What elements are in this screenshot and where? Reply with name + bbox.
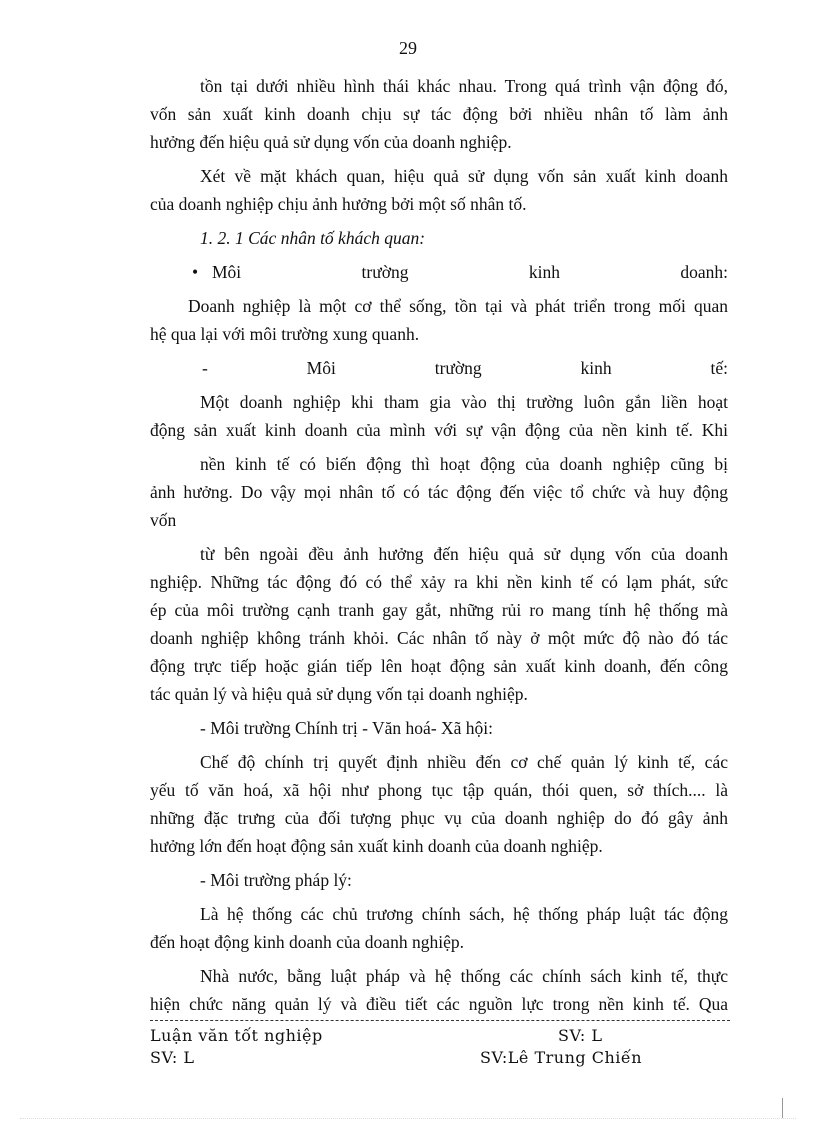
footer-row-2 (150, 1048, 730, 1067)
footer-student-short: SV: L (558, 1026, 603, 1045)
bullet-word: doanh: (680, 262, 728, 282)
bullet-word: Môi (212, 262, 242, 282)
paragraph-line: những đặc trưng của đối tượng phục vụ của doanh nghiệp do đó gây ảnh (150, 808, 728, 828)
paragraph-line: nghiệp. Những tác động đó có thể xảy ra khi nền kinh tế có lạm phát, sức (150, 572, 728, 592)
paragraph-line: vốn (150, 510, 177, 530)
paragraph-line: doanh nghiệp không tránh khỏi. Các nhân tố này ở một mức độ nào đó tác (150, 628, 728, 648)
bullet-icon: • (192, 262, 199, 282)
paragraph-line: hiện chức năng quản lý và điều tiết các nguồn lực trong nền kinh tế. Qua (150, 994, 728, 1014)
paragraph-line: động sản xuất kinh doanh của mình với sự vận động của nền kinh tế. Khi (150, 420, 728, 440)
paragraph-line: Xét về mặt khách quan, hiệu quả sử dụng vốn sản xuất kinh doanh (200, 166, 728, 186)
section-heading: 1. 2. 1 Các nhân tố khách quan: (200, 228, 426, 248)
paragraph-line: Chế độ chính trị quyết định nhiều đến cơ chế quản lý kinh tế, các (200, 752, 728, 772)
paragraph-line: từ bên ngoài đều ảnh hưởng đến hiệu quả sử dụng vốn của doanh (200, 544, 728, 564)
footer-student-short-2: SV: L (150, 1048, 195, 1067)
paragraph-line: hưởng đến hiệu quả sử dụng vốn của doanh nghiệp. (150, 132, 512, 152)
bullet-word: trường (361, 262, 409, 282)
bullet-word: kinh (528, 262, 560, 282)
paragraph-line: ảnh hưởng. Do vậy mọi nhân tố có tác động đến việc tổ chức và huy động (150, 482, 728, 502)
paragraph-line: hệ qua lại với môi trường xung quanh. (150, 324, 420, 344)
dash-word: - (202, 358, 208, 378)
footer-thesis-label: Luận văn tốt nghiệp (150, 1026, 323, 1045)
dash-heading (150, 354, 728, 382)
footer-row-1 (150, 1026, 730, 1045)
paragraph-line: tồn tại dưới nhiều hình thái khác nhau. Trong quá trình vận động đó, (200, 76, 728, 96)
paragraph-line: động trực tiếp hoặc gián tiếp lên hoạt động sản xuất kinh doanh, đến công (150, 656, 728, 676)
page-corner-mark (782, 1098, 783, 1118)
paragraph-line: Là hệ thống các chủ trương chính sách, hệ thống pháp luật tác động (200, 904, 728, 924)
footer-divider (150, 1020, 730, 1021)
page-number: 29 (399, 38, 417, 58)
dash-word: Môi (306, 358, 336, 378)
subsection-heading: - Môi trường Chính trị - Văn hoá- Xã hội: (200, 718, 494, 738)
subsection-heading: - Môi trường pháp lý: (200, 870, 352, 890)
paragraph-line: của doanh nghiệp chịu ảnh hưởng bởi một số nhân tố. (150, 194, 527, 214)
paragraph-line: Nhà nước, bằng luật pháp và hệ thống các chính sách kinh tế, thực (200, 966, 728, 986)
dash-word: kinh (580, 358, 612, 378)
page-bottom-border (20, 1118, 796, 1119)
bullet-heading (150, 258, 728, 286)
body-text (150, 72, 728, 1018)
paragraph-line: ép của môi trường cạnh tranh gay gắt, những rủi ro mang tính hệ thống mà (150, 600, 728, 620)
dash-word: trường (434, 358, 482, 378)
paragraph-line: vốn sản xuất kinh doanh chịu sự tác động bởi nhiều nhân tố làm ảnh (150, 104, 728, 124)
paragraph-line: hưởng lớn đến hoạt động sản xuất kinh doanh của doanh nghiệp. (150, 836, 603, 856)
paragraph-line: Một doanh nghiệp khi tham gia vào thị trường luôn gắn liền hoạt (200, 392, 728, 412)
paragraph-line: yếu tố văn hoá, xã hội như phong tục tập quán, thói quen, sở thích.... là (150, 780, 728, 800)
paragraph-line: Doanh nghiệp là một cơ thể sống, tồn tại và phát triển trong mối quan (188, 296, 728, 316)
paragraph-line: tác quản lý và hiệu quả sử dụng vốn tại doanh nghiệp. (150, 684, 528, 704)
footer-student-name: SV:Lê Trung Chiến (480, 1048, 643, 1067)
paragraph-line: nền kinh tế có biến động thì hoạt động của doanh nghiệp cũng bị (200, 454, 728, 474)
dash-word: tế: (710, 358, 728, 378)
paragraph-line: đến hoạt động kinh doanh của doanh nghiệp. (150, 932, 464, 952)
